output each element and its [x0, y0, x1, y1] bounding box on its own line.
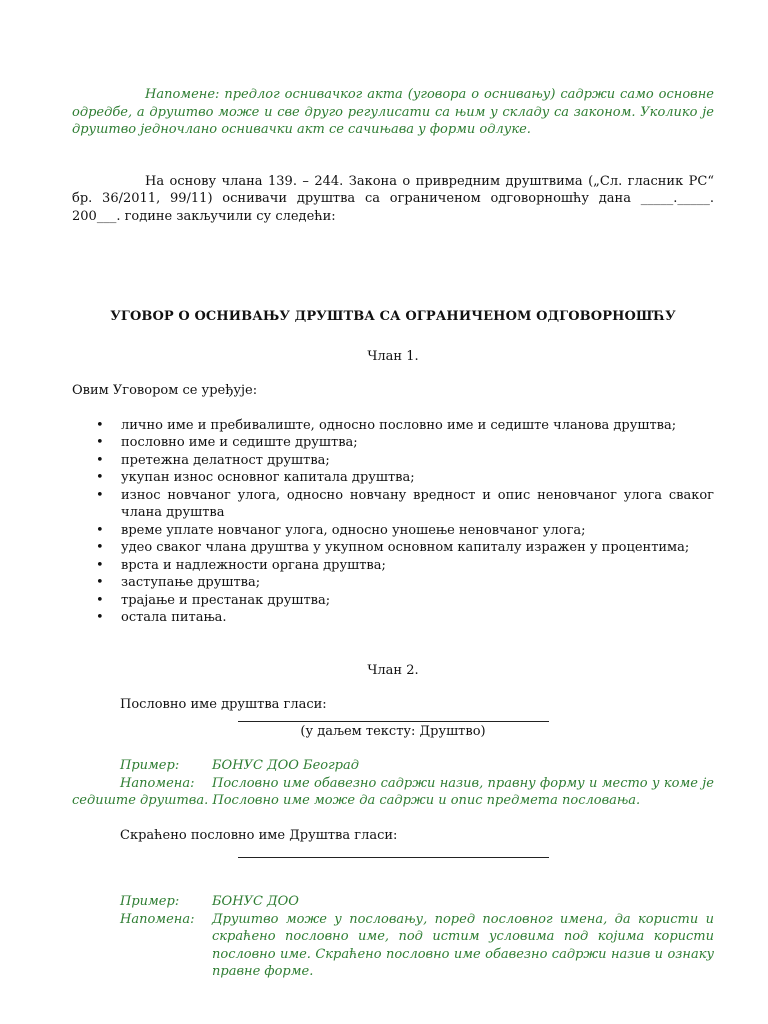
note-2 [72, 911, 714, 981]
list-item: • претежна делатност друштва; [96, 452, 330, 468]
business-name-label: Пословно име друштва гласи: [120, 697, 327, 712]
article-2-heading: Члан 2. [367, 662, 419, 678]
article-1-list [72, 417, 714, 627]
note-1 [72, 775, 714, 810]
example-1-label: Пример: [120, 758, 180, 773]
short-name-label: Скраћено пословно име Друштва гласи: [120, 827, 398, 843]
bullet-icon: • [96, 452, 104, 468]
bullet-icon: • [96, 435, 104, 450]
list-item: • износ новчаног улога, односно новчану вредност и опис неновчаног улога сваког члана друштва [96, 487, 714, 520]
article-1-heading: Члан 1. [367, 348, 419, 364]
short-name-blank-line[interactable] [238, 857, 549, 858]
intro-paragraph: На основу члана 139. – 244. Закона о привредним друштвима („Сл. гласник РС“ бр. 36/2011, 99/11) оснивачи друштва са ограниченом одговорношћу дана _____._____. 200___. године закључили су следећи: [72, 173, 714, 224]
list-item: • пословно име и седиште друштва; [96, 435, 358, 450]
bullet-icon: • [96, 610, 104, 625]
list-item: • врста и надлежности органа друштва; [96, 557, 386, 573]
bullet-icon: • [96, 417, 104, 433]
example-2-value: БОНУС ДОО [212, 894, 299, 909]
list-item: • време уплате новчаног улога, односно уношење неновчаног улога; [96, 522, 586, 538]
top-note: Напомене: предлог оснивачког акта (уговора о оснивању) садржи само основне одредбе, а друштво може и све друго регулисати са њим у складу са законом. Уколико је друштво једночлано оснивачки акт се сачињава у форми одлуке. [72, 87, 714, 137]
list-item: • заступање друштва; [96, 575, 261, 590]
bullet-icon: • [96, 487, 104, 503]
document-title: УГОВОР О ОСНИВАЊУ ДРУШТВА СА ОГРАНИЧЕНОМ ОДГОВОРНОШЋУ [110, 309, 676, 324]
list-item: • трајање и престанак друштва; [96, 592, 331, 608]
bullet-icon: • [96, 470, 104, 485]
note-2-label: Напомена: [120, 911, 195, 927]
article-1-lead: Овим Уговором се уређује: [72, 383, 258, 398]
business-name-note: (у даљем тексту: Друштво) [300, 723, 486, 739]
bullet-icon: • [96, 575, 104, 590]
list-item: • лично име и пребивалиште, односно пословно име и седиште чланова друштва; [96, 417, 677, 433]
note-1-text: Пословно име обавезно садржи назив, правну форму и место у коме је седиште друштва. Пословно име може да садржи и опис предмета пословања. [72, 775, 714, 808]
bullet-icon: • [96, 592, 104, 608]
example-1 [72, 757, 714, 775]
note-2-text: Друштво може у пословању, поред пословног имена, да користи и скраћено пословно име, под истим условима под којима користи пословно име. Скраћено пословно име обавезно садржи назив и ознаку правне форме. [212, 911, 714, 979]
bullet-icon: • [96, 522, 104, 538]
note-1-label: Напомена: [120, 775, 195, 791]
list-item: • остала питања. [96, 610, 227, 625]
example-2-label: Пример: [120, 894, 180, 909]
list-item: • удео сваког члана друштва у укупном основном капиталу изражен у процентима; [96, 540, 690, 555]
business-name-blank-line[interactable] [238, 721, 549, 722]
example-2 [72, 893, 714, 911]
bullet-icon: • [96, 540, 104, 555]
bullet-icon: • [96, 557, 104, 573]
list-item: • укупан износ основног капитала друштва; [96, 470, 415, 485]
example-1-value: БОНУС ДОО Београд [212, 758, 359, 773]
